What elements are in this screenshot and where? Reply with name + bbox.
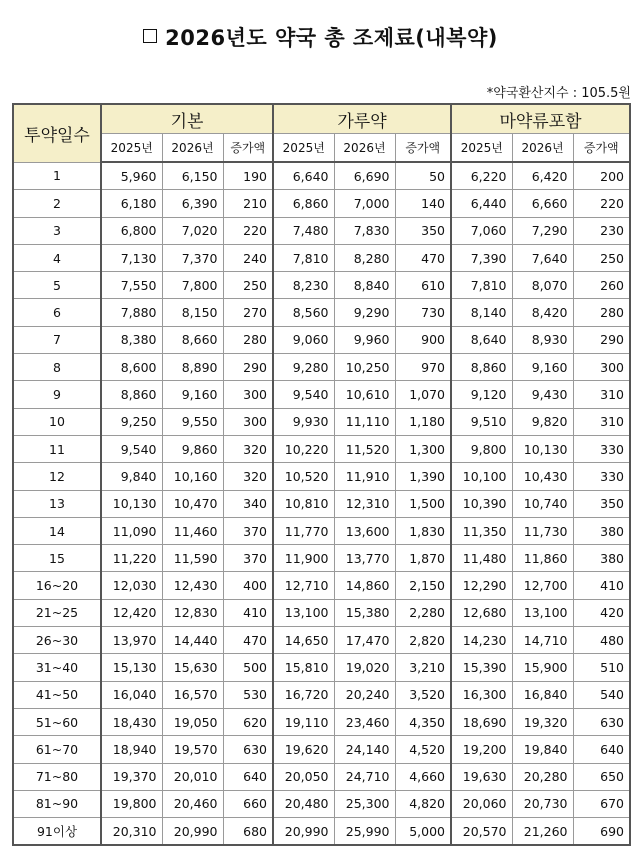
table-body — [13, 162, 630, 845]
cell-powder-2025: 6,860 — [273, 190, 334, 217]
days-cell: 9 — [13, 381, 101, 408]
cell-powder-2025: 14,650 — [273, 627, 334, 654]
cell-basic-2026: 11,460 — [162, 517, 223, 544]
cell-basic-2026: 19,050 — [162, 708, 223, 735]
table-row — [13, 818, 630, 846]
page-title-text: 2026년도 약국 총 조제료(내복약) — [165, 26, 498, 50]
cell-narcotic-2025: 8,860 — [451, 354, 512, 381]
cell-powder-2025: 19,620 — [273, 736, 334, 763]
sub-header-2025: 2025년 — [273, 134, 334, 163]
cell-basic-2026: 8,150 — [162, 299, 223, 326]
days-cell: 5 — [13, 272, 101, 299]
cell-basic-2026: 15,630 — [162, 654, 223, 681]
cell-powder-2026: 9,960 — [334, 326, 395, 353]
days-cell: 11 — [13, 435, 101, 462]
cell-powder-2026: 11,110 — [334, 408, 395, 435]
cell-narcotic-2025: 20,570 — [451, 818, 512, 846]
cell-basic-increase: 630 — [223, 736, 273, 763]
cell-basic-increase: 620 — [223, 708, 273, 735]
cell-powder-2025: 19,110 — [273, 708, 334, 735]
cell-narcotic-2026: 19,320 — [512, 708, 573, 735]
sub-header-increase: 증가액 — [395, 134, 451, 163]
cell-powder-2025: 10,220 — [273, 435, 334, 462]
cell-narcotic-2026: 10,740 — [512, 490, 573, 517]
cell-narcotic-2025: 9,800 — [451, 435, 512, 462]
cell-narcotic-2025: 6,440 — [451, 190, 512, 217]
cell-powder-2025: 10,810 — [273, 490, 334, 517]
cell-basic-2026: 7,800 — [162, 272, 223, 299]
cell-powder-2025: 9,540 — [273, 381, 334, 408]
cell-powder-2025: 13,100 — [273, 599, 334, 626]
cell-basic-2026: 19,570 — [162, 736, 223, 763]
days-cell: 21~25 — [13, 599, 101, 626]
cell-basic-2025: 18,430 — [101, 708, 162, 735]
cell-basic-2025: 19,800 — [101, 790, 162, 817]
cell-basic-increase: 210 — [223, 190, 273, 217]
cell-powder-increase: 2,280 — [395, 599, 451, 626]
cell-powder-2026: 24,140 — [334, 736, 395, 763]
cell-narcotic-increase: 350 — [573, 490, 630, 517]
cell-narcotic-2025: 9,120 — [451, 381, 512, 408]
cell-narcotic-increase: 290 — [573, 326, 630, 353]
cell-narcotic-2025: 14,230 — [451, 627, 512, 654]
cell-basic-2026: 20,460 — [162, 790, 223, 817]
cell-powder-increase: 4,820 — [395, 790, 451, 817]
cell-basic-2026: 6,390 — [162, 190, 223, 217]
cell-narcotic-increase: 630 — [573, 708, 630, 735]
cell-narcotic-increase: 690 — [573, 818, 630, 846]
cell-narcotic-2026: 8,420 — [512, 299, 573, 326]
cell-narcotic-increase: 420 — [573, 599, 630, 626]
cell-narcotic-2026: 7,640 — [512, 244, 573, 271]
cell-powder-2026: 9,290 — [334, 299, 395, 326]
sub-header-2026: 2026년 — [334, 134, 395, 163]
table-row — [13, 435, 630, 462]
days-cell: 51~60 — [13, 708, 101, 735]
cell-basic-increase: 280 — [223, 326, 273, 353]
cell-narcotic-2025: 18,690 — [451, 708, 512, 735]
sub-header-2025: 2025년 — [451, 134, 512, 163]
cell-powder-2025: 15,810 — [273, 654, 334, 681]
cell-narcotic-2026: 20,280 — [512, 763, 573, 790]
cell-powder-2026: 19,020 — [334, 654, 395, 681]
cell-narcotic-2026: 10,430 — [512, 463, 573, 490]
cell-basic-increase: 680 — [223, 818, 273, 846]
table-row — [13, 326, 630, 353]
cell-narcotic-2025: 16,300 — [451, 681, 512, 708]
table-row — [13, 736, 630, 763]
cell-basic-increase: 370 — [223, 517, 273, 544]
page-title — [0, 22, 641, 52]
cell-basic-2025: 12,030 — [101, 572, 162, 599]
table-row — [13, 217, 630, 244]
cell-narcotic-increase: 380 — [573, 517, 630, 544]
cell-basic-increase: 270 — [223, 299, 273, 326]
cell-narcotic-2026: 12,700 — [512, 572, 573, 599]
cell-powder-2026: 11,910 — [334, 463, 395, 490]
days-cell: 1 — [13, 162, 101, 190]
cell-narcotic-2026: 13,100 — [512, 599, 573, 626]
cell-basic-2026: 14,440 — [162, 627, 223, 654]
cell-powder-2025: 9,060 — [273, 326, 334, 353]
cell-powder-2026: 8,280 — [334, 244, 395, 271]
cell-basic-2025: 11,090 — [101, 517, 162, 544]
table-row — [13, 190, 630, 217]
cell-basic-increase: 500 — [223, 654, 273, 681]
cell-powder-increase: 1,870 — [395, 545, 451, 572]
table-row — [13, 790, 630, 817]
cell-basic-2025: 7,130 — [101, 244, 162, 271]
cell-narcotic-2026: 14,710 — [512, 627, 573, 654]
cell-powder-increase: 1,180 — [395, 408, 451, 435]
cell-basic-2025: 12,420 — [101, 599, 162, 626]
cell-narcotic-increase: 200 — [573, 162, 630, 190]
cell-powder-2025: 10,520 — [273, 463, 334, 490]
cell-narcotic-2025: 10,100 — [451, 463, 512, 490]
cell-narcotic-increase: 480 — [573, 627, 630, 654]
sub-header-2026: 2026년 — [512, 134, 573, 163]
cell-narcotic-increase: 380 — [573, 545, 630, 572]
cell-basic-2025: 6,180 — [101, 190, 162, 217]
cell-narcotic-2026: 16,840 — [512, 681, 573, 708]
cell-powder-increase: 610 — [395, 272, 451, 299]
cell-narcotic-2026: 8,070 — [512, 272, 573, 299]
cell-basic-increase: 660 — [223, 790, 273, 817]
cell-powder-2025: 11,900 — [273, 545, 334, 572]
cell-narcotic-increase: 280 — [573, 299, 630, 326]
cell-powder-2026: 7,830 — [334, 217, 395, 244]
cell-powder-2026: 13,770 — [334, 545, 395, 572]
cell-narcotic-increase: 220 — [573, 190, 630, 217]
cell-basic-increase: 410 — [223, 599, 273, 626]
table-row — [13, 272, 630, 299]
table-row — [13, 572, 630, 599]
cell-basic-2025: 11,220 — [101, 545, 162, 572]
cell-narcotic-2026: 11,730 — [512, 517, 573, 544]
cell-basic-2026: 7,020 — [162, 217, 223, 244]
cell-powder-2025: 9,280 — [273, 354, 334, 381]
cell-narcotic-2025: 8,140 — [451, 299, 512, 326]
cell-narcotic-increase: 330 — [573, 435, 630, 462]
days-cell: 81~90 — [13, 790, 101, 817]
cell-basic-2026: 7,370 — [162, 244, 223, 271]
cell-narcotic-increase: 540 — [573, 681, 630, 708]
cell-basic-increase: 530 — [223, 681, 273, 708]
cell-powder-2026: 25,990 — [334, 818, 395, 846]
days-cell: 14 — [13, 517, 101, 544]
table-row — [13, 708, 630, 735]
cell-basic-2025: 19,370 — [101, 763, 162, 790]
cell-narcotic-2025: 19,200 — [451, 736, 512, 763]
days-cell: 16~20 — [13, 572, 101, 599]
cell-narcotic-2025: 9,510 — [451, 408, 512, 435]
cell-narcotic-increase: 330 — [573, 463, 630, 490]
cell-powder-increase: 1,070 — [395, 381, 451, 408]
cell-powder-2025: 16,720 — [273, 681, 334, 708]
checkbox-square-icon — [143, 29, 157, 43]
days-cell: 71~80 — [13, 763, 101, 790]
cell-narcotic-2025: 6,220 — [451, 162, 512, 190]
cell-basic-increase: 640 — [223, 763, 273, 790]
cell-narcotic-2026: 9,820 — [512, 408, 573, 435]
days-cell: 31~40 — [13, 654, 101, 681]
cell-powder-increase: 4,660 — [395, 763, 451, 790]
cell-narcotic-2026: 10,130 — [512, 435, 573, 462]
cell-powder-increase: 50 — [395, 162, 451, 190]
cell-narcotic-2026: 20,730 — [512, 790, 573, 817]
cell-powder-increase: 4,520 — [395, 736, 451, 763]
cell-narcotic-increase: 410 — [573, 572, 630, 599]
cell-narcotic-increase: 230 — [573, 217, 630, 244]
cell-basic-increase: 300 — [223, 408, 273, 435]
cell-basic-2026: 10,470 — [162, 490, 223, 517]
days-cell: 4 — [13, 244, 101, 271]
cell-basic-2025: 7,550 — [101, 272, 162, 299]
cell-basic-2026: 11,590 — [162, 545, 223, 572]
cell-basic-2025: 8,860 — [101, 381, 162, 408]
cell-powder-increase: 970 — [395, 354, 451, 381]
cell-powder-increase: 5,000 — [395, 818, 451, 846]
cell-basic-increase: 340 — [223, 490, 273, 517]
dispensing-fee-table — [12, 103, 631, 846]
cell-basic-increase: 320 — [223, 435, 273, 462]
table-row — [13, 162, 630, 190]
sub-header-increase: 증가액 — [223, 134, 273, 163]
cell-basic-increase: 300 — [223, 381, 273, 408]
cell-narcotic-increase: 510 — [573, 654, 630, 681]
cell-narcotic-2026: 8,930 — [512, 326, 573, 353]
cell-basic-2026: 20,990 — [162, 818, 223, 846]
cell-powder-2025: 9,930 — [273, 408, 334, 435]
cell-powder-2026: 25,300 — [334, 790, 395, 817]
days-cell: 6 — [13, 299, 101, 326]
days-cell: 3 — [13, 217, 101, 244]
days-cell: 7 — [13, 326, 101, 353]
cell-narcotic-increase: 650 — [573, 763, 630, 790]
cell-powder-2025: 20,480 — [273, 790, 334, 817]
cell-powder-2026: 20,240 — [334, 681, 395, 708]
cell-narcotic-increase: 300 — [573, 354, 630, 381]
cell-narcotic-2025: 7,810 — [451, 272, 512, 299]
group-header-basic: 기본 — [101, 104, 273, 134]
cell-basic-2025: 8,380 — [101, 326, 162, 353]
days-header: 투약일수 — [13, 104, 101, 162]
cell-powder-2026: 15,380 — [334, 599, 395, 626]
cell-powder-2026: 17,470 — [334, 627, 395, 654]
cell-powder-increase: 2,820 — [395, 627, 451, 654]
cell-narcotic-increase: 310 — [573, 381, 630, 408]
cell-powder-2025: 6,640 — [273, 162, 334, 190]
cell-basic-increase: 290 — [223, 354, 273, 381]
cell-powder-2026: 24,710 — [334, 763, 395, 790]
cell-basic-increase: 240 — [223, 244, 273, 271]
cell-powder-increase: 2,150 — [395, 572, 451, 599]
cell-powder-2026: 14,860 — [334, 572, 395, 599]
cell-basic-increase: 320 — [223, 463, 273, 490]
cell-powder-2025: 7,480 — [273, 217, 334, 244]
cell-powder-2025: 20,050 — [273, 763, 334, 790]
sub-header-2025: 2025년 — [101, 134, 162, 163]
cell-basic-2025: 9,540 — [101, 435, 162, 462]
cell-narcotic-2026: 21,260 — [512, 818, 573, 846]
cell-powder-increase: 1,390 — [395, 463, 451, 490]
cell-basic-2025: 7,880 — [101, 299, 162, 326]
cell-powder-2026: 10,250 — [334, 354, 395, 381]
cell-narcotic-2026: 11,860 — [512, 545, 573, 572]
table-row — [13, 408, 630, 435]
cell-basic-2026: 10,160 — [162, 463, 223, 490]
days-cell: 2 — [13, 190, 101, 217]
cell-powder-increase: 1,500 — [395, 490, 451, 517]
cell-basic-2026: 9,160 — [162, 381, 223, 408]
table-row — [13, 299, 630, 326]
cell-powder-2025: 8,230 — [273, 272, 334, 299]
sub-header-2026: 2026년 — [162, 134, 223, 163]
cell-narcotic-increase: 670 — [573, 790, 630, 817]
cell-basic-2025: 9,250 — [101, 408, 162, 435]
cell-basic-2026: 12,430 — [162, 572, 223, 599]
cell-narcotic-2025: 10,390 — [451, 490, 512, 517]
table-row — [13, 545, 630, 572]
cell-basic-2025: 9,840 — [101, 463, 162, 490]
cell-narcotic-increase: 310 — [573, 408, 630, 435]
cell-narcotic-2025: 8,640 — [451, 326, 512, 353]
days-cell: 8 — [13, 354, 101, 381]
table-row — [13, 599, 630, 626]
table-row — [13, 654, 630, 681]
cell-powder-increase: 140 — [395, 190, 451, 217]
cell-basic-2025: 16,040 — [101, 681, 162, 708]
cell-powder-2025: 11,770 — [273, 517, 334, 544]
table-row — [13, 681, 630, 708]
days-cell: 61~70 — [13, 736, 101, 763]
cell-basic-2026: 12,830 — [162, 599, 223, 626]
cell-narcotic-2025: 7,060 — [451, 217, 512, 244]
cell-powder-increase: 3,520 — [395, 681, 451, 708]
cell-powder-2026: 6,690 — [334, 162, 395, 190]
cell-basic-increase: 370 — [223, 545, 273, 572]
cell-narcotic-increase: 250 — [573, 244, 630, 271]
cell-narcotic-2025: 7,390 — [451, 244, 512, 271]
group-header-powder: 가루약 — [273, 104, 451, 134]
table-header — [13, 104, 630, 162]
cell-basic-2026: 20,010 — [162, 763, 223, 790]
cell-narcotic-2026: 6,420 — [512, 162, 573, 190]
cell-powder-increase: 1,300 — [395, 435, 451, 462]
cell-powder-2026: 11,520 — [334, 435, 395, 462]
days-cell: 12 — [13, 463, 101, 490]
table-row — [13, 463, 630, 490]
table-row — [13, 381, 630, 408]
cell-powder-increase: 470 — [395, 244, 451, 271]
table-row — [13, 490, 630, 517]
cell-powder-2025: 8,560 — [273, 299, 334, 326]
cell-basic-2025: 15,130 — [101, 654, 162, 681]
cell-narcotic-2025: 11,350 — [451, 517, 512, 544]
group-header-narcotic: 마약류포함 — [451, 104, 630, 134]
cell-basic-2026: 8,660 — [162, 326, 223, 353]
table-row — [13, 627, 630, 654]
days-cell: 26~30 — [13, 627, 101, 654]
cell-basic-2025: 18,940 — [101, 736, 162, 763]
cell-basic-2026: 16,570 — [162, 681, 223, 708]
cell-powder-increase: 350 — [395, 217, 451, 244]
table-row — [13, 244, 630, 271]
cell-powder-2025: 12,710 — [273, 572, 334, 599]
cell-basic-2026: 9,860 — [162, 435, 223, 462]
cell-narcotic-2026: 15,900 — [512, 654, 573, 681]
cell-basic-increase: 470 — [223, 627, 273, 654]
table-row — [13, 763, 630, 790]
cell-powder-increase: 4,350 — [395, 708, 451, 735]
cell-basic-2025: 10,130 — [101, 490, 162, 517]
cell-basic-increase: 190 — [223, 162, 273, 190]
cell-basic-2025: 8,600 — [101, 354, 162, 381]
cell-powder-2026: 8,840 — [334, 272, 395, 299]
days-cell: 41~50 — [13, 681, 101, 708]
cell-powder-2026: 10,610 — [334, 381, 395, 408]
cell-narcotic-2026: 9,160 — [512, 354, 573, 381]
cell-basic-2026: 9,550 — [162, 408, 223, 435]
conversion-index-note: *약국환산지수 : 105.5원 — [486, 86, 631, 101]
cell-powder-2026: 7,000 — [334, 190, 395, 217]
cell-powder-2026: 13,600 — [334, 517, 395, 544]
sub-header-increase: 증가액 — [573, 134, 630, 163]
days-cell: 15 — [13, 545, 101, 572]
cell-narcotic-increase: 640 — [573, 736, 630, 763]
cell-basic-increase: 220 — [223, 217, 273, 244]
days-cell: 10 — [13, 408, 101, 435]
group-header-row — [13, 104, 630, 134]
sub-header-row — [13, 134, 630, 163]
cell-basic-increase: 250 — [223, 272, 273, 299]
days-cell: 91이상 — [13, 818, 101, 846]
cell-narcotic-2025: 12,290 — [451, 572, 512, 599]
cell-basic-2025: 13,970 — [101, 627, 162, 654]
cell-powder-2025: 7,810 — [273, 244, 334, 271]
cell-narcotic-2025: 12,680 — [451, 599, 512, 626]
cell-basic-2026: 6,150 — [162, 162, 223, 190]
cell-narcotic-2026: 6,660 — [512, 190, 573, 217]
cell-basic-2025: 5,960 — [101, 162, 162, 190]
cell-narcotic-2025: 19,630 — [451, 763, 512, 790]
cell-narcotic-2026: 7,290 — [512, 217, 573, 244]
table-row — [13, 354, 630, 381]
cell-powder-increase: 730 — [395, 299, 451, 326]
table-row — [13, 517, 630, 544]
cell-narcotic-2025: 15,390 — [451, 654, 512, 681]
cell-powder-2025: 20,990 — [273, 818, 334, 846]
cell-narcotic-2026: 9,430 — [512, 381, 573, 408]
cell-narcotic-2026: 19,840 — [512, 736, 573, 763]
cell-basic-increase: 400 — [223, 572, 273, 599]
cell-powder-2026: 12,310 — [334, 490, 395, 517]
cell-narcotic-increase: 260 — [573, 272, 630, 299]
cell-powder-increase: 3,210 — [395, 654, 451, 681]
cell-narcotic-2025: 11,480 — [451, 545, 512, 572]
cell-powder-increase: 900 — [395, 326, 451, 353]
cell-narcotic-2025: 20,060 — [451, 790, 512, 817]
days-cell: 13 — [13, 490, 101, 517]
cell-basic-2026: 8,890 — [162, 354, 223, 381]
cell-basic-2025: 20,310 — [101, 818, 162, 846]
cell-basic-2025: 6,800 — [101, 217, 162, 244]
cell-powder-2026: 23,460 — [334, 708, 395, 735]
cell-powder-increase: 1,830 — [395, 517, 451, 544]
